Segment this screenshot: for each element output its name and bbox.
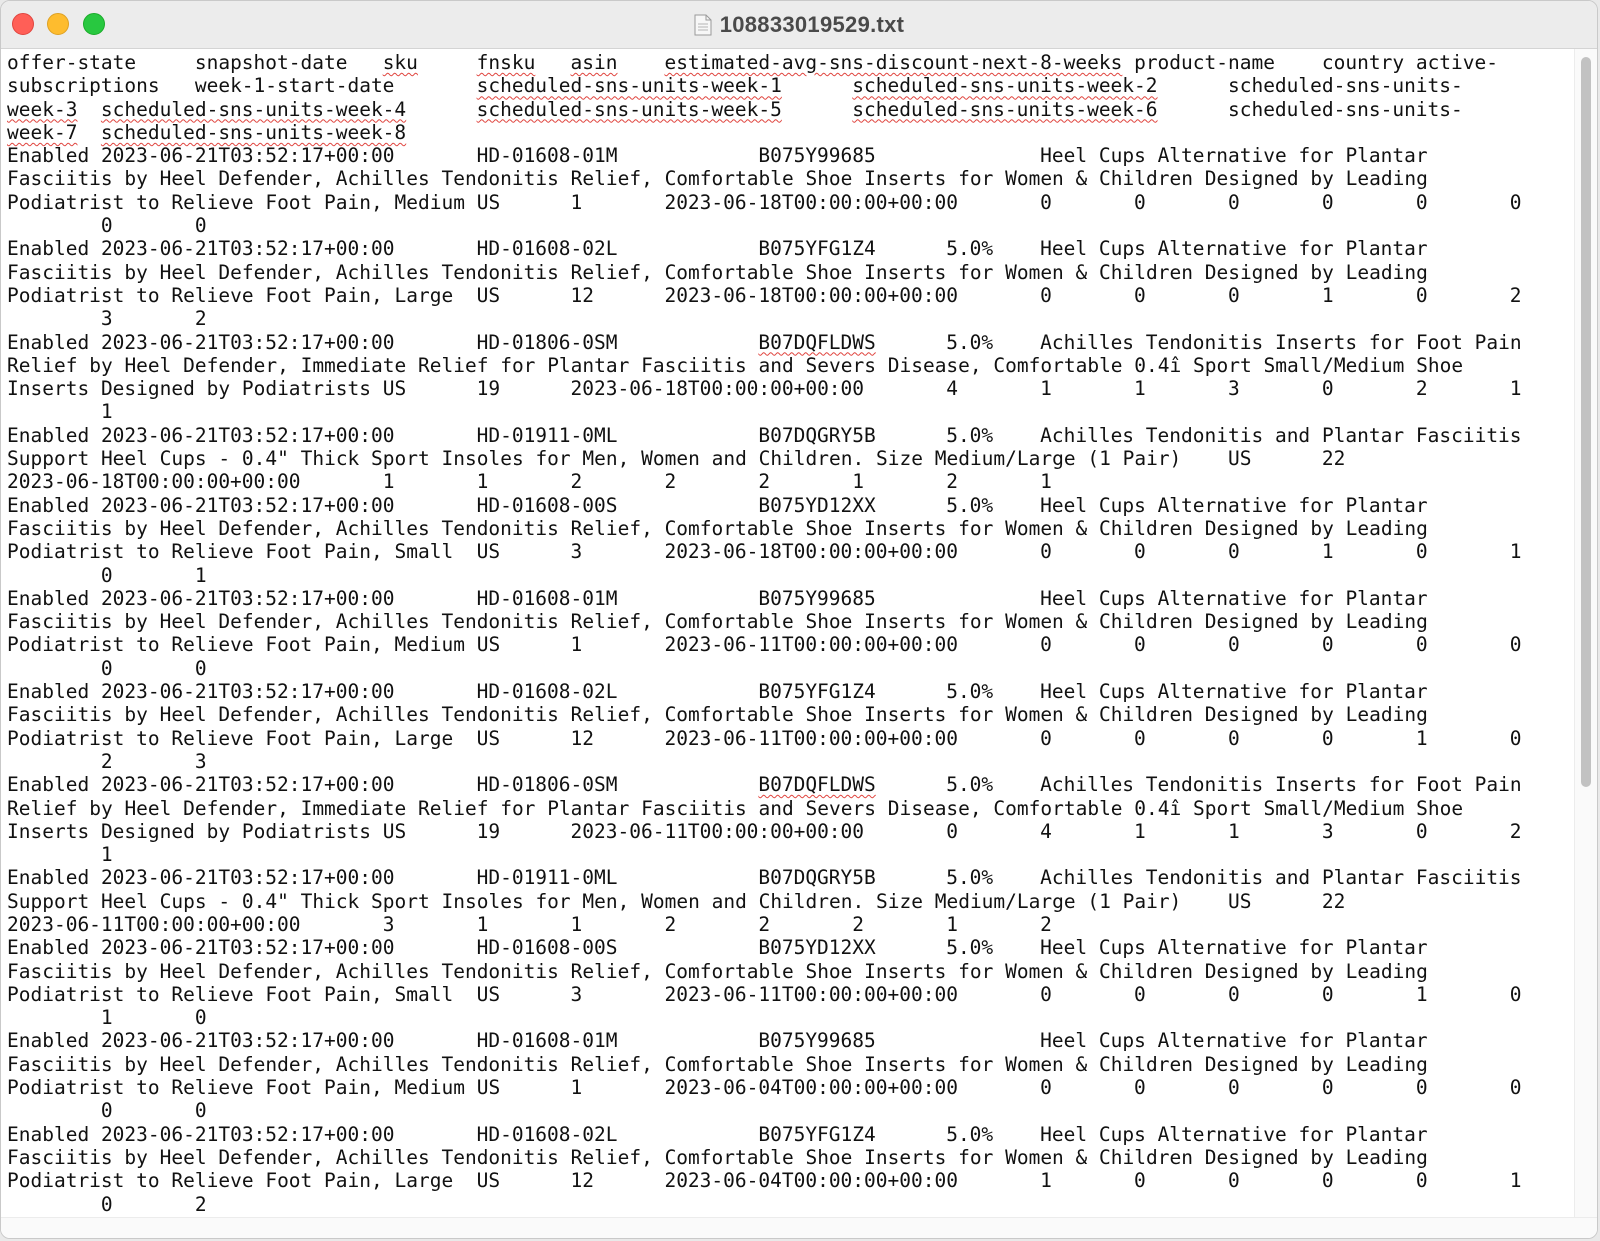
window-title-area: [1, 1, 1597, 48]
text-line: Inserts Designed by Podiatrists US 19 2023-06-18T00:00:00+00:00 4 1 1 3 0 2 1: [7, 377, 1522, 401]
spellcheck-flagged-word: scheduled-sns-units-week-5: [476, 97, 782, 121]
window-title: 108833019529.txt: [719, 11, 905, 37]
text-line: Support Heel Cups - 0.4" Thick Sport Insoles for Men, Women and Children. Size Medium/Large (1 Pair) US 22: [7, 447, 1346, 471]
text-line: Enabled 2023-06-21T03:52:17+00:00 HD-01806-0SM B07DQFLDWS 5.0% Achilles Tendonitis Inserts for Foot Pain: [7, 773, 1522, 797]
text-line: week-3 scheduled-sns-units-week-4 scheduled-sns-units-week-5 scheduled-sns-units-week-6 scheduled-sns-units-: [7, 97, 1463, 121]
text-line: offer-state snapshot-date sku fnsku asin estimated-avg-sns-discount-next-8-weeks product-name country active-: [7, 51, 1499, 74]
text-line: Enabled 2023-06-21T03:52:17+00:00 HD-01608-02L B075YFG1Z4 5.0% Heel Cups Alternative for Plantar: [7, 680, 1428, 704]
spellcheck-flagged-word: sku: [382, 51, 418, 74]
text-line: 0 2: [100, 1192, 207, 1216]
horizontal-scrollbar[interactable]: [1, 1217, 1597, 1238]
spellcheck-flagged-word: B07DQFLDWS: [758, 330, 876, 354]
spellcheck-flagged-word: scheduled-sns-units-week-4: [100, 97, 407, 121]
text-line: Enabled 2023-06-21T03:52:17+00:00 HD-01806-0SM B07DQFLDWS 5.0% Achilles Tendonitis Inserts for Foot Pain: [7, 330, 1522, 354]
text-line: Enabled 2023-06-21T03:52:17+00:00 HD-01608-00S B075YD12XX 5.0% Heel Cups Alternative for Plantar: [7, 493, 1428, 517]
text-line: Podiatrist to Relieve Foot Pain, Small US 3 2023-06-18T00:00:00+00:00 0 0 0 1 0 1: [7, 540, 1522, 564]
text-line: Podiatrist to Relieve Foot Pain, Large US 12 2023-06-18T00:00:00+00:00 0 0 0 1 0 2: [7, 283, 1522, 307]
text-line: Enabled 2023-06-21T03:52:17+00:00 HD-01608-02L B075YFG1Z4 5.0% Heel Cups Alternative for Plantar: [7, 1122, 1428, 1146]
text-line: Enabled 2023-06-21T03:52:17+00:00 HD-01608-02L B075YFG1Z4 5.0% Heel Cups Alternative for Plantar: [7, 237, 1428, 261]
text-line: Fasciitis by Heel Defender, Achilles Tendonitis Relief, Comfortable Shoe Inserts for Women & Children Designed by Leading: [7, 1052, 1428, 1076]
text-line: Podiatrist to Relieve Foot Pain, Large US 12 2023-06-11T00:00:00+00:00 0 0 0 0 1 0: [7, 726, 1522, 750]
vertical-scroll-thumb[interactable]: [1581, 57, 1591, 787]
text-line: [7, 121, 406, 144]
text-line: Enabled 2023-06-21T03:52:17+00:00 HD-01608-01M B075Y99685 Heel Cups Alternative for Plantar: [7, 586, 1428, 610]
text-line: Podiatrist to Relieve Foot Pain, Small US 3 2023-06-11T00:00:00+00:00 0 0 0 0 1 0: [7, 982, 1522, 1006]
text-line: Enabled 2023-06-21T03:52:17+00:00 HD-01911-0ML B07DQGRY5B 5.0% Achilles Tendonitis and Plantar Fasciitis: [7, 866, 1522, 890]
spellcheck-flagged-word: asin: [570, 51, 618, 74]
spellcheck-flagged-word: scheduled-sns-units-week-6: [852, 97, 1158, 121]
text-line: Support Heel Cups - 0.4" Thick Sport Insoles for Men, Women and Children. Size Medium/Large (1 Pair) US 22: [7, 889, 1346, 913]
text-line: 3 2: [100, 307, 207, 331]
text-document-icon: [694, 14, 712, 36]
spellcheck-flagged-word: B07DQFLDWS: [758, 773, 876, 797]
text-line: Podiatrist to Relieve Foot Pain, Medium US 1 2023-06-11T00:00:00+00:00 0 0 0 0 0 0: [7, 633, 1522, 657]
text-line: Relief by Heel Defender, Immediate Relief for Plantar Fasciitis and Severs Disease, Comfortable 0.4î Sport Small/Medium Shoe: [7, 353, 1464, 377]
text-line: Podiatrist to Relieve Foot Pain, Large US 12 2023-06-04T00:00:00+00:00 1 0 0 0 0 1: [7, 1169, 1522, 1193]
text-editor-area[interactable]: [1, 49, 1575, 1218]
spellcheck-flagged-word: scheduled-sns-units-week-1: [476, 74, 782, 98]
text-line: Enabled 2023-06-21T03:52:17+00:00 HD-01911-0ML B07DQGRY5B 5.0% Achilles Tendonitis and Plantar Fasciitis: [7, 423, 1522, 447]
text-line: Fasciitis by Heel Defender, Achilles Tendonitis Relief, Comfortable Shoe Inserts for Women & Children Designed by Leading: [7, 167, 1428, 191]
text-line: Fasciitis by Heel Defender, Achilles Tendonitis Relief, Comfortable Shoe Inserts for Women & Children Designed by Leading: [7, 516, 1428, 540]
text-line: 0 0: [100, 214, 207, 238]
text-line: Fasciitis by Heel Defender, Achilles Tendonitis Relief, Comfortable Shoe Inserts for Women & Children Designed by Leading: [7, 1145, 1428, 1169]
text-line: 1: [100, 400, 113, 424]
spellcheck-flagged-word: scheduled-sns-units-week-2: [852, 74, 1158, 98]
text-line: 1 0: [100, 1006, 207, 1030]
text-line: Enabled 2023-06-21T03:52:17+00:00 HD-01608-01M B075Y99685 Heel Cups Alternative for Plantar: [7, 1029, 1428, 1053]
text-line: Enabled 2023-06-21T03:52:17+00:00 HD-01608-00S B075YD12XX 5.0% Heel Cups Alternative for Plantar: [7, 936, 1428, 960]
text-line: 0 0: [100, 1099, 207, 1123]
spellcheck-flagged-word: scheduled-sns-units-week-8: [100, 120, 407, 144]
text-line: Podiatrist to Relieve Foot Pain, Medium US 1 2023-06-04T00:00:00+00:00 0 0 0 0 0 0: [7, 1076, 1522, 1100]
spellcheck-flagged-word: estimated-avg-sns-discount-next-8-weeks: [664, 51, 1123, 74]
text-line: 2 3: [100, 749, 207, 773]
text-line: Podiatrist to Relieve Foot Pain, Medium US 1 2023-06-18T00:00:00+00:00 0 0 0 0 0 0: [7, 190, 1522, 214]
text-line: Relief by Heel Defender, Immediate Relief for Plantar Fasciitis and Severs Disease, Comfortable 0.4î Sport Small/Medium Shoe: [7, 796, 1464, 820]
title-bar[interactable]: [1, 1, 1597, 49]
text-line: 2023-06-18T00:00:00+00:00 1 1 2 2 2 1 2 1: [7, 470, 1052, 494]
text-line: Fasciitis by Heel Defender, Achilles Tendonitis Relief, Comfortable Shoe Inserts for Women & Children Designed by Leading: [7, 703, 1428, 727]
text-line: Fasciitis by Heel Defender, Achilles Tendonitis Relief, Comfortable Shoe Inserts for Women & Children Designed by Leading: [7, 610, 1428, 634]
text-line: Enabled 2023-06-21T03:52:17+00:00 HD-01608-01M B075Y99685 Heel Cups Alternative for Plantar: [7, 144, 1428, 168]
text-line: Fasciitis by Heel Defender, Achilles Tendonitis Relief, Comfortable Shoe Inserts for Women & Children Designed by Leading: [7, 959, 1428, 983]
spellcheck-flagged-word: week-3: [7, 97, 78, 121]
text-line: 1: [100, 843, 113, 867]
text-line: 2023-06-11T00:00:00+00:00 3 1 1 2 2 2 1 2: [7, 912, 1052, 936]
text-line: Fasciitis by Heel Defender, Achilles Tendonitis Relief, Comfortable Shoe Inserts for Women & Children Designed by Leading: [7, 260, 1428, 284]
vertical-scrollbar[interactable]: [1574, 49, 1597, 1218]
text-line: Inserts Designed by Podiatrists US 19 2023-06-11T00:00:00+00:00 0 4 1 1 3 0 2: [7, 819, 1522, 843]
document-text[interactable]: [1, 49, 1575, 1216]
text-line: 0 1: [100, 563, 207, 587]
text-line: subscriptions week-1-start-date scheduled-sns-units-week-1 scheduled-sns-units-week-2 scheduled-sns-units-: [7, 74, 1463, 98]
spellcheck-flagged-word: week-7: [7, 120, 78, 144]
spellcheck-flagged-word: fnsku: [476, 51, 536, 74]
text-line: 0 0: [100, 656, 207, 680]
